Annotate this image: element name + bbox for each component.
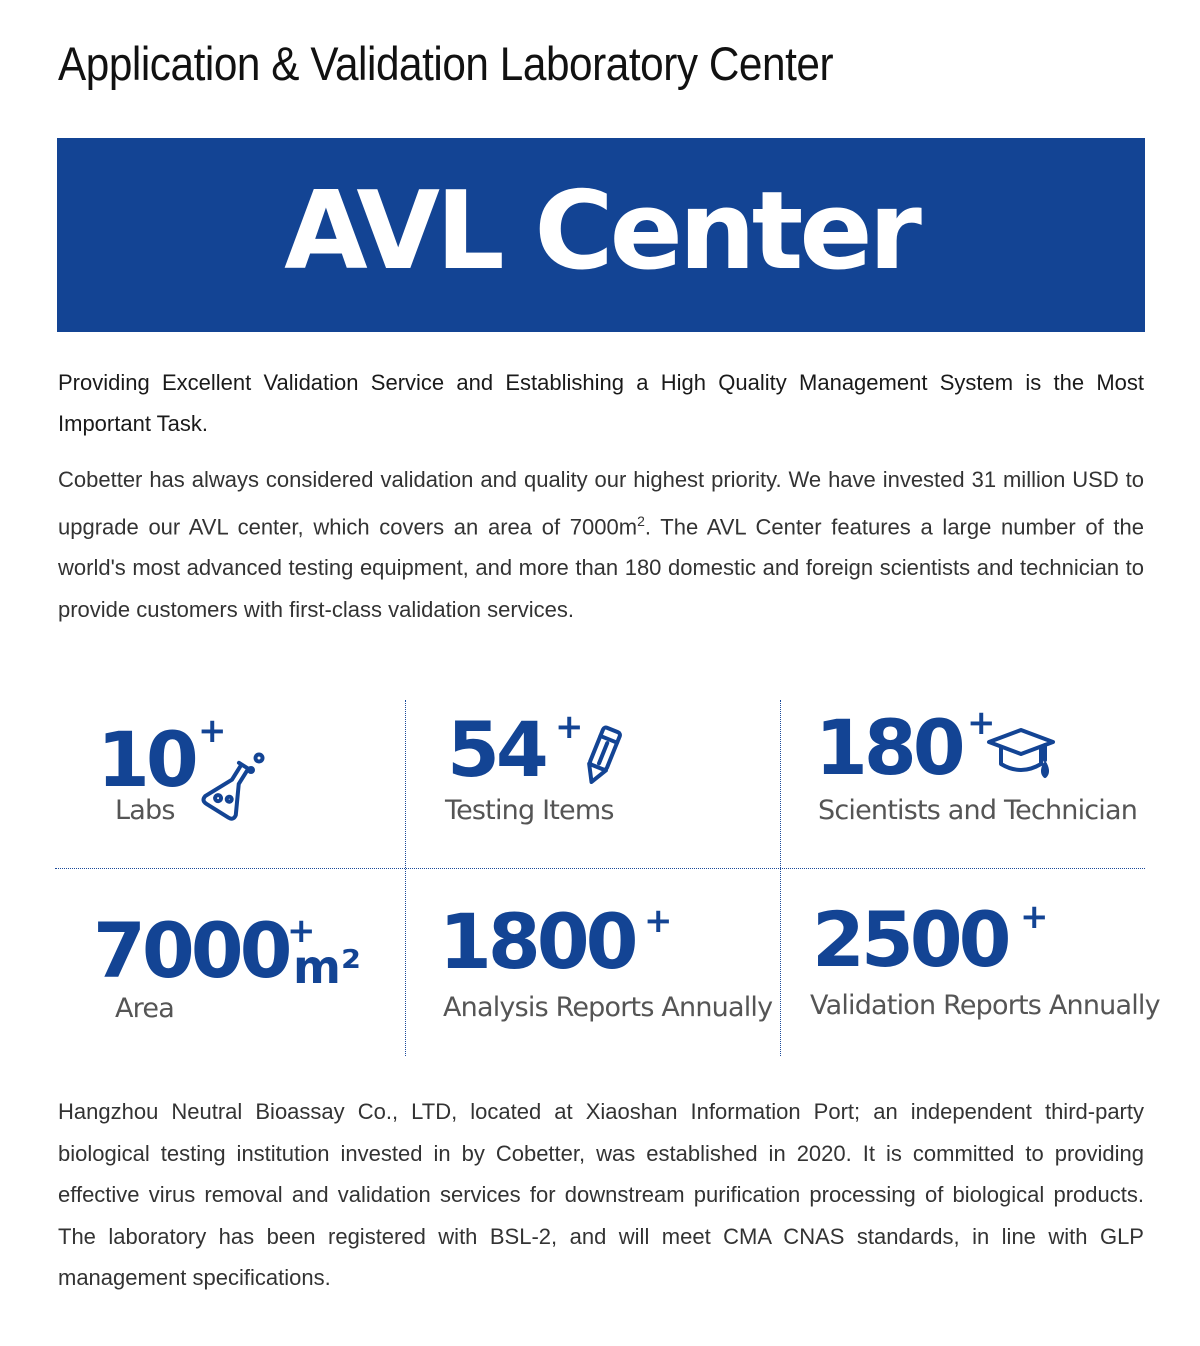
- stat-label: Validation Reports Annually: [810, 990, 1160, 1021]
- intro-text-start: Cobetter has always considered validation and quality our highest priority. We have invested 31 million USD to upgrade our AVL center, which covers an area of 7000m: [58, 467, 1144, 539]
- flask-icon: [195, 748, 269, 822]
- stat-plus: +: [287, 911, 316, 951]
- company-paragraph: Hangzhou Neutral Bioassay Co., LTD, located at Xiaoshan Information Port; an independent third-party biological testing institution invested in by Cobetter, was established in 2020. It is committed to providing effective virus removal and validation services for downstream purification processing of biological products. The laboratory has been registered with BSL-2, and will meet CMA CNAS standards, in line with GLP management specifications.: [58, 1099, 1144, 1290]
- stat-area: [55, 868, 405, 1056]
- stat-validation-reports: [780, 868, 1160, 1056]
- stat-plus: +: [1020, 897, 1049, 937]
- stat-testing-items: [405, 700, 780, 868]
- stat-plus: +: [644, 901, 673, 941]
- area-superscript: 2: [637, 512, 645, 529]
- stat-label: Analysis Reports Annually: [443, 992, 773, 1023]
- intro-paragraph: [58, 459, 1144, 630]
- stat-number: 2500: [812, 895, 1008, 984]
- stat-number: 54: [447, 705, 545, 794]
- stat-number: 180: [815, 703, 962, 792]
- stat-plus: +: [198, 711, 227, 751]
- stat-label: Labs: [115, 795, 175, 826]
- stat-label: Testing Items: [445, 795, 614, 826]
- stat-labs: [55, 700, 405, 868]
- stat-label: Area: [115, 993, 174, 1024]
- lead-statement: Providing Excellent Validation Service and Establishing a High Quality Management System is the Most Important Task.: [58, 370, 1144, 436]
- stat-number: 7000: [93, 906, 289, 995]
- stat-unit: m²: [293, 940, 362, 994]
- stats-grid: [55, 700, 1160, 1056]
- page-title: Application & Validation Laboratory Center: [58, 37, 834, 90]
- stat-analysis-reports: [405, 868, 780, 1056]
- pencil-icon: [580, 724, 624, 788]
- stat-number: 1800: [439, 897, 635, 986]
- avl-center-banner: [57, 138, 1145, 332]
- graduation-cap-icon: [985, 726, 1057, 782]
- stat-number: 10: [97, 715, 195, 804]
- intro-text-end: . The AVL Center features a large number of the world's most advanced testing equipment, and more than 180 domestic and foreign scientists and technician to provide customers with first-class validation services.: [58, 513, 1145, 622]
- stat-scientists: [780, 700, 1145, 868]
- stat-label: Scientists and Technician: [818, 795, 1138, 826]
- stat-plus: +: [967, 703, 996, 743]
- banner-title: AVL Center: [284, 168, 918, 294]
- stat-plus: +: [555, 707, 584, 747]
